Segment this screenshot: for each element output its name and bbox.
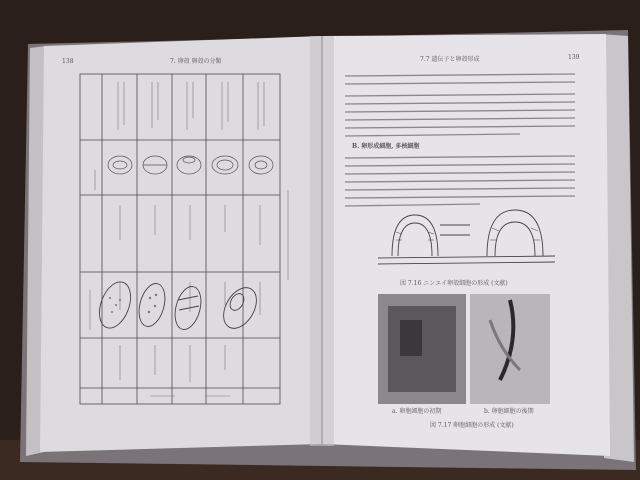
- left-running-head: 7. 卵殻 卵殻の分類: [170, 58, 222, 65]
- left-page-number: 138: [62, 58, 74, 65]
- figure-caption-2: 図 7.17 卵胞細胞の形成 (文献): [430, 422, 514, 429]
- photo-a-label: a. 卵胞細胞の初期: [392, 408, 442, 415]
- photo-b-label: b. 卵胞細胞の後期: [484, 408, 534, 415]
- right-page-number: 139: [568, 54, 580, 61]
- figure-caption-1: 図 7.16 ニンエイ卵殻細胞の形成 (文献): [400, 280, 508, 287]
- right-running-head: 7.7 遺伝子と卵殻形成: [420, 56, 480, 63]
- section-heading: B. 卵形成細胞, 多核細胞: [352, 143, 420, 150]
